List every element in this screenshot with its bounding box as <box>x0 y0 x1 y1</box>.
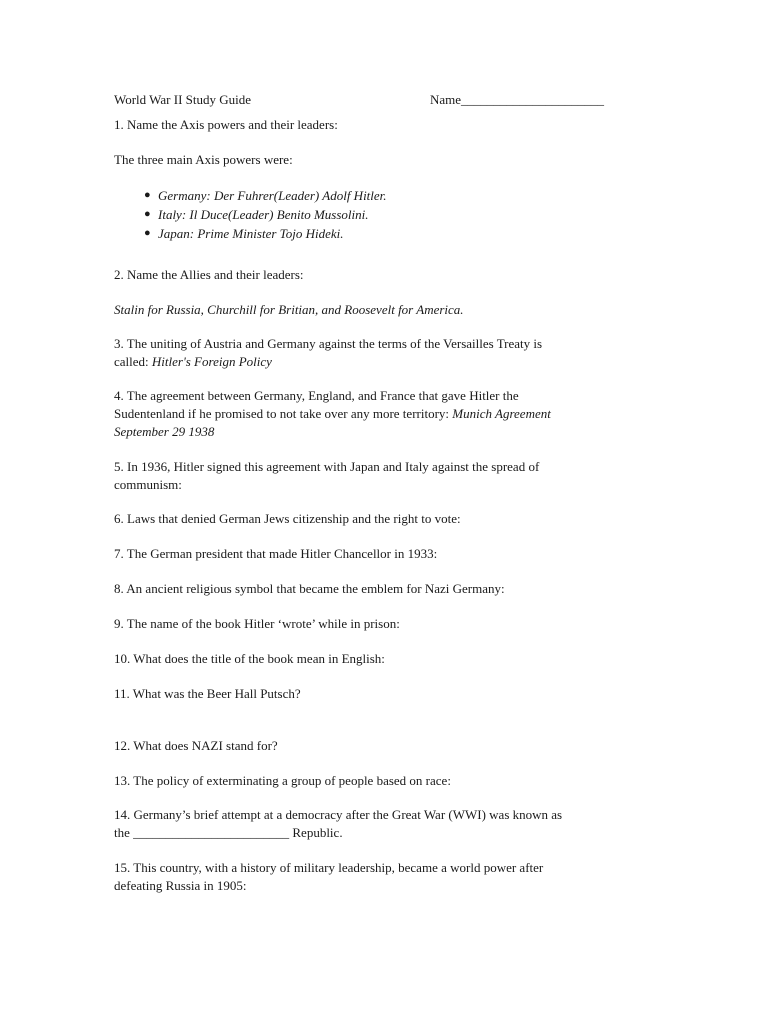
list-item <box>144 186 654 205</box>
question-1: 1. Name the Axis powers and their leaders: <box>114 117 338 132</box>
bullet-icon: ● <box>144 227 151 239</box>
answer-3: Hitler's Foreign Policy <box>151 354 272 369</box>
question-13: 13. The policy of exterminating a group of people based on race: <box>114 773 451 788</box>
question-4-line-1: 4. The agreement between Germany, England, and France that gave Hitler the <box>114 388 519 403</box>
question-11: 11. What was the Beer Hall Putsch? <box>114 686 301 701</box>
question-14-line-1: 14. Germany’s brief attempt at a democracy after the Great War (WWI) was known as <box>114 807 563 822</box>
bullet-icon: ● <box>144 189 151 201</box>
question-4 <box>114 387 654 441</box>
answer-4-agreement: Munich Agreement <box>452 406 551 421</box>
question-15-line-1: 15. This country, with a history of military leadership, became a world power after <box>114 860 544 875</box>
question-3 <box>114 335 654 371</box>
list-item <box>144 205 654 224</box>
question-15-line-2: defeating Russia in 1905: <box>114 878 247 893</box>
axis-powers-list <box>114 186 654 243</box>
question-2: 2. Name the Allies and their leaders: <box>114 267 304 282</box>
header <box>114 90 654 110</box>
answer-4-date: September 29 1938 <box>114 424 215 439</box>
question-5 <box>114 458 654 494</box>
question-3-line-2: called: <box>114 354 152 369</box>
bullet-icon: ● <box>144 208 151 220</box>
study-guide-page <box>114 90 654 895</box>
name-field-label: Name______________________ <box>430 92 605 107</box>
answer-2: Stalin for Russia, Churchill for Britian, and Roosevelt for America. <box>114 302 464 317</box>
question-4-line-2: Sudentenland if he promised to not take over any more territory: <box>114 406 453 421</box>
question-12: 12. What does NAZI stand for? <box>114 738 278 753</box>
list-item <box>144 224 654 243</box>
question-5-line-2: communism: <box>114 477 182 492</box>
axis-intro: The three main Axis powers were: <box>114 152 293 167</box>
list-item-text: Japan: Prime Minister Tojo Hideki. <box>158 226 344 241</box>
question-15 <box>114 859 654 895</box>
question-3-line-1: 3. The uniting of Austria and Germany against the terms of the Versailles Treaty is <box>114 336 543 351</box>
question-5-line-1: 5. In 1936, Hitler signed this agreement with Japan and Italy against the spread of <box>114 459 540 474</box>
question-14-line-2: the ________________________ Republic. <box>114 825 343 840</box>
question-7: 7. The German president that made Hitler Chancellor in 1933: <box>114 546 438 561</box>
question-14 <box>114 806 654 842</box>
list-item-text: Germany: Der Fuhrer(Leader) Adolf Hitler. <box>158 188 387 203</box>
document-title: World War II Study Guide <box>114 92 252 107</box>
question-8: 8. An ancient religious symbol that became the emblem for Nazi Germany: <box>114 581 505 596</box>
question-10: 10. What does the title of the book mean in English: <box>114 651 385 666</box>
list-item-text: Italy: Il Duce(Leader) Benito Mussolini. <box>158 207 369 222</box>
question-6: 6. Laws that denied German Jews citizenship and the right to vote: <box>114 511 461 526</box>
question-9: 9. The name of the book Hitler ‘wrote’ while in prison: <box>114 616 400 631</box>
